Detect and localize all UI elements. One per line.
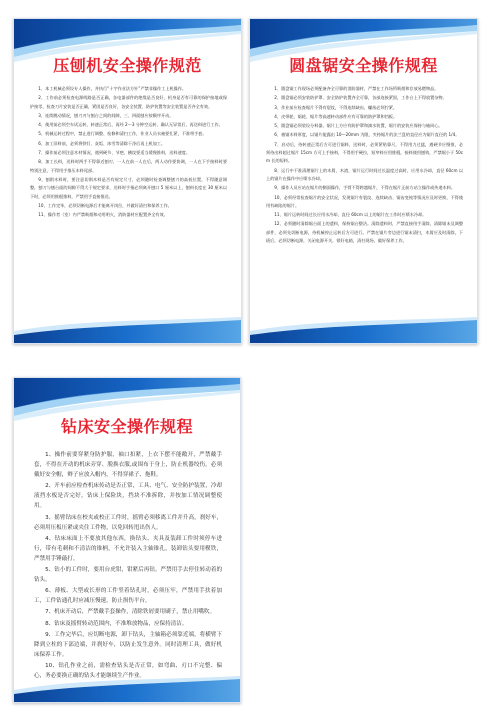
rule-item: 6、加工旧料前，必须将铁钉、灰垢、冰雪等清除干净后再上机加工。 xyxy=(38,140,166,146)
rule-item: 4、使用前必须空车试运转，转速正常后，再经 2～3 分钟空运转，确认无异常后，再送料进行工作。 xyxy=(38,122,223,128)
rule-item: 7、操作前必须注意木材情况，遇到硬节、节疤、横纹要适当缓慢推料，送料速度。 xyxy=(38,150,190,156)
rule-item: 5、机械运转过程中，禁止进行调整、检修和清扫工作，作业人员衣袖要扎紧，不准带手套。 xyxy=(38,131,207,137)
rule-item: 2、开车前应检查机床传动是否正常，工具、电气、安全防护装置，冷却液挡水板是否完好，钻床上保险块，挡块不准拆除，并按加工情况调整使用。 xyxy=(34,483,222,510)
rule-item: 8、加工长料，送料时两手不得靠近刨刃，一人在前一人在后，两人动作要协调，一人在下手接料时要特别注意，不得用手推压木料尾部。 xyxy=(30,159,227,173)
rule-item: 5、钻小的工件时，要用台虎钳，钳紧后再钻。严禁用手去停住转动着的钻头。 xyxy=(34,567,222,584)
rule-item: 5、圆盘锯必须装设分料器，锯片上方应有防护罩和滴水装置，锯片的安装应保持与轴同心。 xyxy=(274,123,443,129)
rule-item: 1、圆盘锯工作现场必须配备齐全可靠的消防器材，严禁在工作场所吸烟和存放易燃物品。 xyxy=(274,86,439,91)
board-title: 压刨机安全操作规范 xyxy=(53,56,202,75)
rule-item: 11、锯片运转时间过长应用水冷却，直径 60cm 以上的锯片在工作时应喷水冷却。 xyxy=(274,212,427,218)
rule-item: 4、钻床床面上不要放其他东西，换钻头、夹具及装卸工件时须停车进行，带有毛刺和不清洁的锥柄，不允许装入主轴锥孔，装卸钻头要用楔铁，严禁用手锤敲打。 xyxy=(34,535,222,562)
rule-item: 1、操作前要穿紧身防护服，袖口扣紧，上衣下摆不能敞开，严禁戴手套，不得在开动的机床旁穿、脱换衣服,或围布于身上，防止机器绞伤。必须戴好安全帽，辫子应放入帽内，不得穿裙子、拖鞋。 xyxy=(34,452,222,479)
rule-item: 2、工作前必须检查电源线路是否正确，各电器部件的绝缘是否良好，机身是否有可靠的保护接地或保护接零，检查刀片安装是否正确，紧固是否良好，各安全装置、防护装置等安全装置是否齐全有效。 xyxy=(30,95,227,109)
rule-item: 8、钻床及摇臂转动范围内，不准堆放物品，应保持清洁。 xyxy=(45,620,188,627)
rule-item: 1、本工机械必须设专人操作，并执行“十字作业法方针”严禁非操作工上机操作。 xyxy=(38,86,187,91)
rule-item: 2、圆盘锯必须安装防护罩、安全防护装置齐全可靠，各部连接紧固，工作台上不得放置杂物。 xyxy=(274,95,447,101)
rules-text xyxy=(30,85,227,313)
rule-item: 6、薄板、大型或长形的工件竖着钻孔时，必须压牢，严禁用手扶着加工，工件钻通孔时应减压慢速，防止损伤平台。 xyxy=(34,588,222,605)
rule-item: 11、操作者（室）内严禁吸烟和动用明火，消防器材应配置齐全有效。 xyxy=(38,212,168,218)
footer-wave-decoration xyxy=(250,317,477,343)
rule-item: 12、必须随时清除锯台面上的遗料，保持锯台整洁。清除遗料时，严禁直接用手清除，清除锯末及调整部件，必须先切断电源，待机械停止运转后方可进行。严禁在锯片旁边进行锯末清扫，木屑应及时清除，下班后，必须切断电源，关闭电源开关，锁好电箱，清扫现场，做好保养工作。 xyxy=(266,221,463,244)
board-title: 钻床安全操作规程 xyxy=(60,417,193,436)
rule-item: 9、操作人员应站在锯片的侧面操作，手臂不得跨越锯片，不得在锯片正前方站立操作或传递木料。 xyxy=(274,185,455,191)
rules-text xyxy=(34,450,222,679)
rule-item: 10、必须经常检查锯片的安全状况，发现锯片有裂纹、连续缺齿、锯齿变钝等情况应及时更换，不得使用有缺陷的锯片。 xyxy=(266,194,463,208)
board-title: 圆盘锯安全操作规程 xyxy=(289,56,438,75)
rule-item: 9、工作完毕后，应切断电源，卸下钻头，主轴箱必须靠近端，将横臂下降到立柱的下部边端，并刹好车，以防止发生意外。同时清理工具，做好机床保养工作。 xyxy=(34,631,222,658)
board-circular-saw xyxy=(249,18,478,344)
footer-wave-decoration xyxy=(14,676,240,702)
rule-item: 4、皮带轮、锯轮、锯片等高速转动部件应有可靠的防护罩和挡板。 xyxy=(274,113,398,119)
rule-item: 7、启动后，待转速正常后方可进行锯料，送料时，必须紧贴靠尺，不得用力过猛，遇硬节应慢推，必须待出料超过锯片 15cm 方可上手接料，不得用手硬拉，短窄料应用推棍，接料使用刨钩，严禁锯小于 50cm 长的短料。 xyxy=(266,141,463,164)
rule-item: 3、摇臂钻床在校夹或校正工件时，摇臂必须移离工件并升高，刹好车，必须用压板压紧或夹住工件物，以免回转甩出伤人。 xyxy=(34,514,222,531)
rule-item: 10、钻孔作业之前，需检查钻头是否正常，如弯曲、刃口不完整、偏心，务必要换正确的钻头才能继续生产作业。 xyxy=(34,662,222,679)
rule-item: 7、机床开动后，严禁戴手套操作，清除铁屑要用刷子，禁止用嘴吹。 xyxy=(45,609,216,616)
footer-wave-decoration xyxy=(14,317,241,343)
board-planer xyxy=(13,18,242,344)
rule-item: 10、工作完毕，必须切断电源后才能离开岗位，并做好清扫和保养工作。 xyxy=(38,202,172,208)
rule-item: 6、被锯木料厚度，以锯片能露出 10—20mm 为限，夹持锯片的法兰盘的直径应为锯片直径的 1/4。 xyxy=(274,132,460,138)
rule-item: 9、刨削木料时，要注意切削木料是否有规定尺寸，必须随时检查调整刨刀的高低位置，不得随意调整，刨刀与刨台面的间隙不得大于规定要求，送料时手指必须离开刨口 5 厘米以上，刨料长度在 30 厘米以下时，必须用推棍推料，严禁用手直接推送。 xyxy=(30,176,227,199)
board-drill-press xyxy=(13,377,241,703)
rule-item: 3、连续跳动情况，刨刀刃与刨台之间的间隙，三、四面刨应按顺序开动。 xyxy=(38,112,174,118)
rule-item: 8、运行中不准清理锯片上的木屑、木渣，锯片运行时间过长温度过高时，应用水冷却，直径 60cm 以上的锯片在操作中应喷水冷却。 xyxy=(266,167,463,181)
rules-text xyxy=(266,85,463,313)
rule-item: 3、作业前应检查锯片不得有裂纹，不得连续缺齿，螺丝必须拧紧。 xyxy=(274,104,398,110)
